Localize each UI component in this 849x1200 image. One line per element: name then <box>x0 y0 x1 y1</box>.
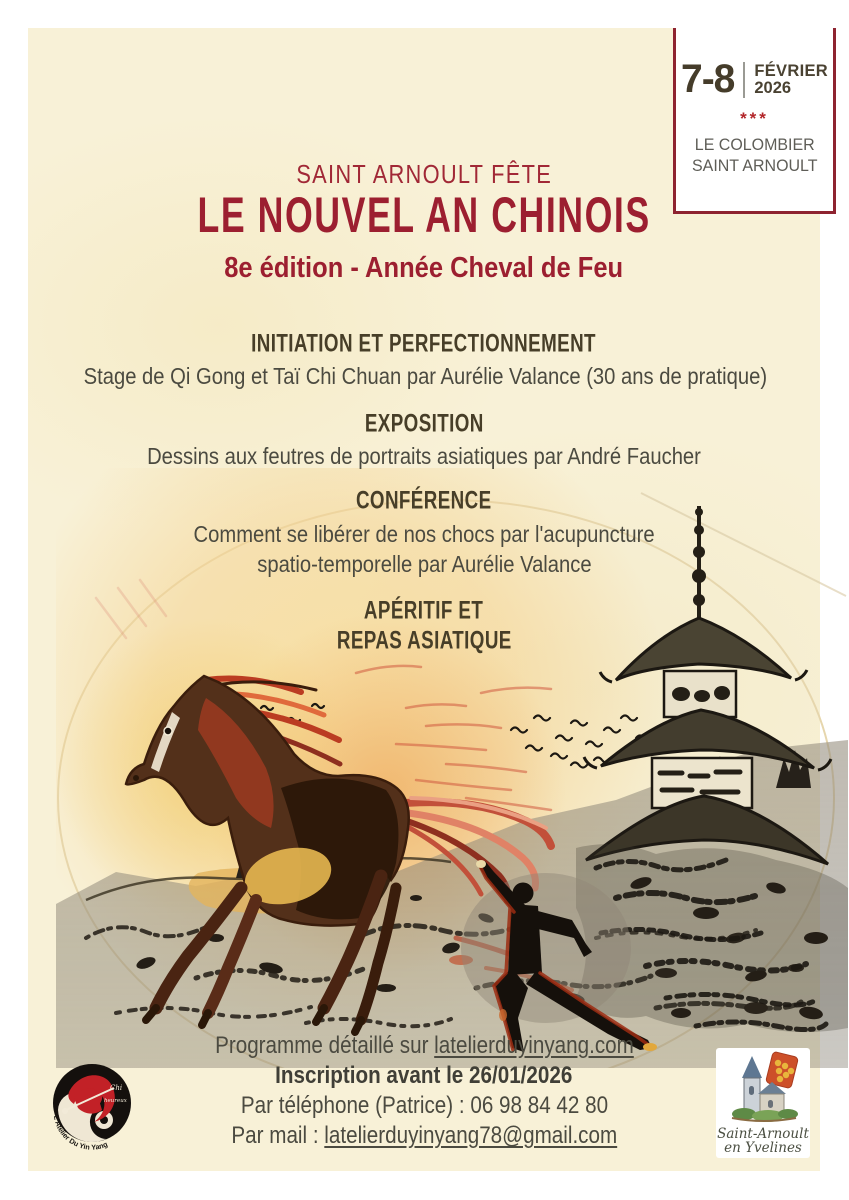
inscription-line <box>28 1062 820 1090</box>
city-name-line1: Saint-Arnoult <box>717 1126 809 1142</box>
section-heading-initiation-text: INITIATION ET PERFECTIONNEMENT <box>251 329 597 357</box>
programme-link: latelierduyinyang.com <box>433 1032 634 1059</box>
badge-stars: *** <box>740 109 769 128</box>
subtitle <box>28 252 820 285</box>
subtitle-text: 8e édition - Année Cheval de Feu <box>224 252 624 284</box>
inscription-text: Inscription avant le 26/01/2026 <box>275 1062 573 1089</box>
atelier-inner-line2: heureux <box>104 1098 127 1104</box>
mail-line <box>28 1122 820 1150</box>
badge-venue-line1: LE COLOMBIER <box>694 135 815 154</box>
city-name-line2: en Yvelines <box>724 1140 802 1156</box>
horse-eye <box>164 727 172 735</box>
section-heading-exposition-text: EXPOSITION <box>364 409 484 437</box>
section-heading-aperitif-line1 <box>28 597 820 624</box>
section-body-conference-line1 <box>28 521 820 548</box>
section-body-conference-line2 <box>28 551 820 578</box>
programme-line <box>28 1032 820 1060</box>
phone-text: Par téléphone (Patrice) : 06 98 84 42 80 <box>240 1092 608 1119</box>
phone-line <box>28 1092 820 1120</box>
badge-date-row <box>681 58 828 102</box>
badge-dates: 7-8 <box>681 57 735 102</box>
section-body-conference-line1-text: Comment se libérer de nos chocs par l'acupuncture <box>193 521 655 547</box>
city-logo <box>716 1048 810 1158</box>
badge-divider <box>743 62 745 98</box>
badge-venue <box>692 134 818 177</box>
section-heading-aperitif-line1-text: APÉRITIF ET <box>364 596 484 624</box>
section-heading-aperitif-line2 <box>28 627 820 654</box>
section-heading-aperitif-line2-text: REPAS ASIATIQUE <box>336 626 512 654</box>
badge-month-year <box>754 63 828 98</box>
page-title-text: LE NOUVEL AN CHINOIS <box>197 186 651 243</box>
section-body-exposition-text: Dessins aux feutres de portraits asiatiques par André Faucher <box>147 443 701 469</box>
section-body-initiation-text: Stage de Qi Gong et Taï Chi Chuan par Aurélie Valance (30 ans de pratique) <box>83 363 768 389</box>
section-heading-conference <box>28 487 820 514</box>
badge-venue-line2: SAINT ARNOULT <box>691 156 818 176</box>
mail-prefix: Par mail : <box>231 1122 325 1149</box>
section-body-exposition <box>28 443 820 470</box>
section-body-conference-line2-text: spatio-temporelle par Aurélie Valance <box>256 551 592 577</box>
section-heading-exposition <box>28 410 820 437</box>
atelier-arc-text: L'Atelier Du Yin Yang <box>51 1114 109 1152</box>
programme-prefix: Programme détaillé sur <box>214 1032 434 1059</box>
section-heading-initiation <box>28 330 820 357</box>
badge-year: 2026 <box>754 79 792 97</box>
date-badge <box>673 28 836 214</box>
mail-link: latelierduyinyang78@gmail.com <box>324 1122 617 1149</box>
kicker-text: SAINT ARNOULT FÊTE <box>296 159 552 189</box>
badge-month: FÉVRIER <box>754 61 828 80</box>
section-body-initiation <box>28 363 820 390</box>
horse-nostril <box>133 775 139 781</box>
atelier-inner-line1: Chi <box>110 1084 123 1092</box>
section-heading-conference-text: CONFÉRENCE <box>356 486 492 514</box>
atelier-yinyang-logo <box>44 1058 140 1154</box>
